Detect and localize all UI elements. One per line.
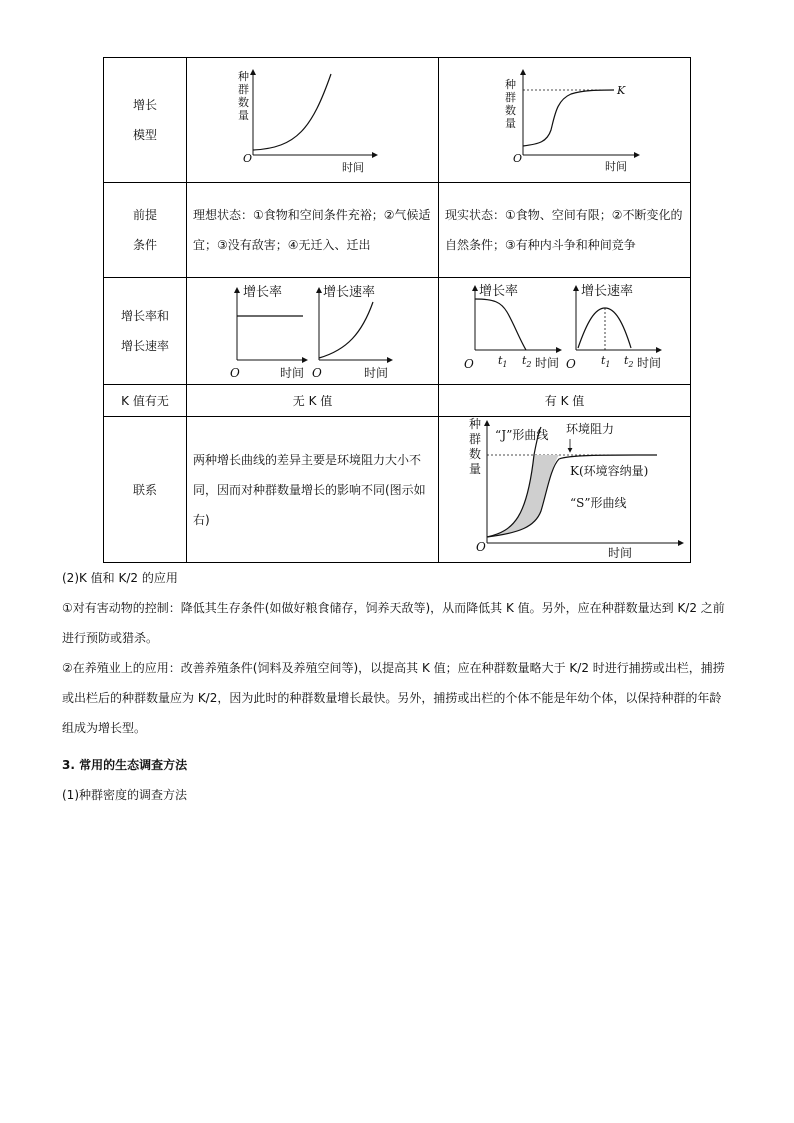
s-curve-label: “S”形曲线: [570, 496, 627, 510]
relation-graph-cell: [439, 417, 691, 563]
x-label: 时间: [637, 356, 662, 370]
j-model-cell: [187, 58, 439, 183]
origin-label: O: [243, 152, 253, 165]
s-k-value: 有 K 值: [439, 385, 691, 417]
label-line: 条件: [132, 238, 157, 252]
x-label: 时间: [608, 546, 633, 560]
s-model-cell: [439, 58, 691, 183]
t-var: t: [601, 354, 606, 367]
t-var: t: [624, 354, 629, 367]
label-relation: 联系: [104, 417, 187, 563]
k-label: K: [617, 84, 626, 97]
s-rate-graphs: [439, 278, 691, 384]
j-curve-label: “J”形曲线: [495, 428, 549, 442]
growth-rate-label: 增长率: [479, 284, 519, 299]
j-curve-graph: [187, 58, 439, 182]
growth-rate-label: 增长率: [243, 285, 283, 300]
growth-speed-label: 增长速率: [581, 284, 634, 299]
env-resistance-label: 环境阻力: [566, 422, 615, 436]
y-label-char: 数: [238, 96, 249, 109]
origin-label: O: [476, 540, 486, 554]
s-premise: 现实状态：①食物、空间有限；②不断变化的自然条件；③有种内斗争和种间竞争: [439, 183, 691, 278]
t2-label: [522, 354, 532, 369]
t-sub: 2: [628, 360, 634, 369]
y-label-char: 群: [238, 83, 249, 96]
s-curve: [523, 90, 614, 146]
k-capacity-label: K(环境容纳量): [570, 464, 649, 478]
y-label-char: 种: [469, 417, 482, 431]
x-label: 时间: [342, 161, 364, 174]
j-rate-graphs: [187, 278, 439, 384]
t1-label: [601, 354, 611, 369]
speed-curve: [578, 308, 631, 348]
paragraph-density-method: (1)种群密度的调查方法: [62, 788, 187, 802]
origin-label: O: [566, 357, 576, 371]
t-sub: 2: [526, 360, 532, 369]
j-k-value: 无 K 值: [187, 385, 439, 417]
y-label-char: 种: [238, 70, 249, 83]
y-label-char: 量: [238, 109, 249, 122]
y-label-char: 群: [505, 91, 516, 104]
j-curve: [253, 74, 331, 150]
label-growth-rate: [104, 278, 187, 385]
growth-speed-label: 增长速率: [323, 285, 376, 300]
label-line: 增长率和: [120, 309, 169, 323]
paragraph-aquaculture: ②在养殖业上的应用：改善养殖条件(饲料及养殖空间等)，以提高其 K 值；应在种群数量略大于 K/2 时进行捕捞或出栏，捕捞或出栏后的种群数量应为 K/2，因为此时的种群数量增长最快。另外，捕捞或出栏的个体不能是年幼个体，以保持种群的年龄组成为增长型。: [62, 661, 725, 735]
label-growth-model: [104, 58, 187, 183]
y-label-char: 数: [469, 447, 482, 461]
row-growth-model: [104, 58, 691, 183]
paragraph-k-application: (2)K 值和 K/2 的应用: [62, 571, 178, 585]
j-rate-cell: [187, 278, 439, 385]
label-line: 增长: [132, 98, 157, 112]
origin-label: O: [464, 357, 474, 371]
speed-curve: [319, 302, 373, 358]
x-label: 时间: [535, 356, 560, 370]
y-label-char: 数: [505, 104, 516, 117]
environmental-resistance-area: [487, 455, 559, 537]
label-line: 前提: [132, 208, 157, 222]
row-growth-rate: [104, 278, 691, 385]
origin-label: O: [312, 366, 322, 380]
t1-label: [498, 354, 508, 369]
row-relation: [104, 417, 691, 563]
s-curve-graph: [439, 58, 691, 182]
origin-label: O: [513, 152, 523, 165]
label-line: 模型: [132, 128, 157, 142]
y-label-char: 量: [505, 117, 516, 130]
y-label-char: 群: [469, 432, 482, 446]
rate-curve: [475, 299, 526, 350]
t2-label: [624, 354, 634, 369]
s-rate-cell: [439, 278, 691, 385]
section-heading: 3. 常用的生态调查方法: [62, 758, 188, 772]
x-label: 时间: [605, 160, 627, 173]
t-var: t: [522, 354, 527, 367]
comparison-table: [103, 57, 691, 563]
j-vs-s-graph: [439, 417, 691, 562]
label-k-value: K 值有无: [104, 385, 187, 417]
x-label: 时间: [364, 366, 389, 380]
relation-text: 两种增长曲线的差异主要是环境阻力大小不同，因而对种群数量增长的影响不同(图示如右): [187, 417, 439, 563]
t-sub: 1: [502, 360, 508, 369]
row-k-value: [104, 385, 691, 417]
y-label-char: 种: [505, 78, 516, 91]
label-line: 增长速率: [120, 339, 169, 353]
row-premise: [104, 183, 691, 278]
origin-label: O: [230, 366, 240, 380]
t-sub: 1: [605, 360, 611, 369]
x-label: 时间: [280, 366, 305, 380]
t-var: t: [498, 354, 503, 367]
label-premise: [104, 183, 187, 278]
y-label-char: 量: [469, 462, 482, 476]
paragraph-pest-control: ①对有害动物的控制：降低其生存条件(如做好粮食储存，饲养天敌等)，从而降低其 K 值。另外，应在种群数量达到 K/2 之前进行预防或猎杀。: [62, 601, 725, 645]
j-premise: 理想状态：①食物和空间条件充裕；②气候适宜；③没有敌害；④无迁入、迁出: [187, 183, 439, 278]
